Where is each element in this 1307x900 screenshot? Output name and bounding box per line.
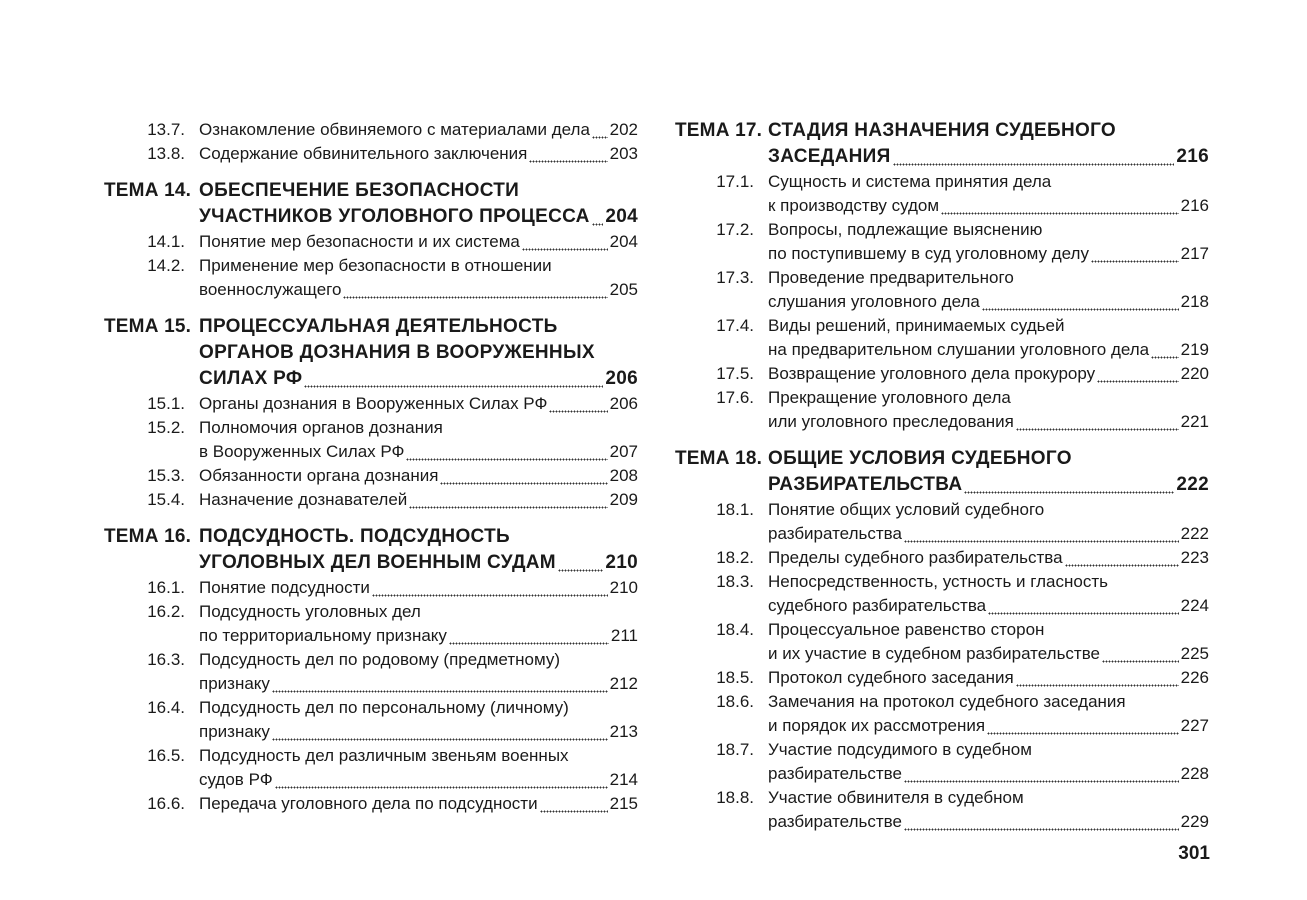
topic-title [768,118,1209,170]
entry-text-line: Подсудность дел по родовому (предметному) [199,650,560,669]
entry-text-line: признаку [199,674,270,693]
toc-entry [104,392,638,416]
dot-leader [275,768,608,792]
topic-title [768,446,1209,498]
entry-page-number: 221 [1180,412,1209,431]
entry-last-line [199,278,638,302]
topic-text-line: СИЛАХ РФ [199,368,303,389]
entry-text-line: Назначение дознавателей [199,490,408,509]
entry-number: 17.5. [716,364,754,383]
topic-text-line: ОБЕСПЕЧЕНИЕ БЕЗОПАСНОСТИ [199,180,520,201]
entry-page-number: 203 [609,144,638,163]
entry-title [768,386,1209,434]
entry-text-line: разбирательстве [768,764,902,783]
toc-topic [104,118,638,166]
entry-title [199,254,638,302]
entry-number: 18.7. [716,740,754,759]
entry-title [768,498,1209,546]
dot-leader [449,624,609,648]
dot-leader [941,194,1179,218]
topic-text-line: СТАДИЯ НАЗНАЧЕНИЯ СУДЕБНОГО [768,120,1116,141]
entry-title [199,142,638,166]
toc-entry [104,142,638,166]
topic-number: ТЕМА 15. [104,316,192,337]
topic-last-line [768,472,1209,498]
toc-entry [104,648,638,696]
entry-number: 17.3. [716,268,754,287]
entry-title [768,666,1209,690]
entry-last-line [768,810,1209,834]
dot-leader [982,290,1179,314]
entry-text-line: на предварительном слушании уголовного дела [768,340,1150,359]
entry-text-line: Органы дознания в Вооруженных Силах РФ [199,394,548,413]
entry-last-line [768,362,1209,386]
entry-last-line [768,338,1209,362]
entry-page-number: 223 [1180,548,1209,567]
entry-page-number: 213 [609,722,638,741]
entry-text-line: Замечания на протокол судебного заседания [768,692,1126,711]
entry-last-line [199,488,638,512]
entry-last-line [199,624,638,648]
entry-text-line: Понятие общих условий судебного [768,500,1045,519]
entry-text-line: Полномочия органов дознания [199,418,443,437]
toc-topic [675,118,1209,434]
entry-number: 17.2. [716,220,754,239]
entry-text-line: и их участие в судебном разбирательстве [768,644,1101,663]
topic-title [199,524,638,576]
entry-number: 17.1. [716,172,754,191]
entry-page-number: 208 [609,466,638,485]
entry-last-line [768,594,1209,618]
entry-last-line [199,720,638,744]
dot-leader [529,142,607,166]
entry-text-line: судебного разбирательства [768,596,987,615]
entry-text-line: в Вооруженных Силах РФ [199,442,405,461]
dot-leader [372,576,608,600]
page-number: 301 [1178,843,1210,864]
entry-last-line [768,242,1209,266]
entry-last-line [768,546,1209,570]
dot-leader [893,144,1175,170]
toc-entry [104,696,638,744]
entry-last-line [199,768,638,792]
entry-last-line [768,762,1209,786]
entry-text-line: слушания уголовного дела [768,292,980,311]
entry-text-line: Применение мер безопасности в отношении [199,256,552,275]
entry-number: 13.8. [147,144,185,163]
entry-number: 16.5. [147,746,185,765]
entry-text-line: Возвращение уголовного дела прокурору [768,364,1096,383]
entry-title [768,570,1209,618]
dot-leader [1151,338,1178,362]
topic-heading [104,314,638,392]
dot-leader [1016,666,1179,690]
entry-last-line [199,792,638,816]
entry-text-line: Сущность и система принятия дела [768,172,1052,191]
entry-text-line: по поступившему в суд уголовному делу [768,244,1089,263]
entry-title [199,600,638,648]
dot-leader [904,522,1179,546]
entry-text-line: Непосредственность, устность и гласность [768,572,1108,591]
topic-page-number: 222 [1176,474,1209,495]
topic-last-line [199,366,638,392]
topic-heading [675,446,1209,498]
topic-text-line: ПРОЦЕССУАЛЬНАЯ ДЕЯТЕЛЬНОСТЬ [199,316,558,337]
topic-last-line [199,204,638,230]
toc-entry [104,600,638,648]
entry-title [199,392,638,416]
entry-number: 18.8. [716,788,754,807]
entry-last-line [199,230,638,254]
topic-title [199,314,638,392]
entry-text-line: разбирательства [768,524,902,543]
toc-entry [675,314,1209,362]
entry-title [768,738,1209,786]
entry-number: 14.2. [147,256,185,275]
dot-leader [409,488,607,512]
entry-text-line: Вопросы, подлежащие выяснению [768,220,1043,239]
topic-number: ТЕМА 18. [675,448,763,469]
entry-number: 15.1. [147,394,185,413]
dot-leader [558,550,603,576]
entry-number: 18.1. [716,500,754,519]
entry-last-line [199,440,638,464]
entry-last-line [768,290,1209,314]
entry-text-line: Виды решений, принимаемых судьей [768,316,1065,335]
dot-leader [522,230,608,254]
toc-topic [675,446,1209,834]
entry-title [768,546,1209,570]
entry-page-number: 226 [1180,668,1209,687]
entry-last-line [199,576,638,600]
entry-text-line: Содержание обвинительного заключения [199,144,528,163]
entry-text-line: Прекращение уголовного дела [768,388,1011,407]
entry-title [199,416,638,464]
entry-last-line [199,672,638,696]
topic-last-line [199,550,638,576]
toc-topic [104,314,638,512]
dot-leader [1091,242,1179,266]
entry-last-line [199,118,638,142]
entry-text-line: Обязанности органа дознания [199,466,439,485]
topic-text-line: УГОЛОВНЫХ ДЕЛ ВОЕННЫМ СУДАМ [199,552,556,573]
entry-text-line: Понятие мер безопасности и их система [199,232,520,251]
entry-page-number: 209 [609,490,638,509]
entry-page-number: 228 [1180,764,1209,783]
entry-text-line: Подсудность уголовных дел [199,602,421,621]
dot-leader [1097,362,1178,386]
dot-leader [540,792,608,816]
dot-leader [988,594,1178,618]
dot-leader [592,204,604,230]
toc-entry [104,254,638,302]
entry-title [199,576,638,600]
entry-page-number: 205 [609,280,638,299]
toc-entry [675,218,1209,266]
entry-page-number: 214 [609,770,638,789]
entry-number: 16.4. [147,698,185,717]
entry-number: 14.1. [147,232,185,251]
toc-entry [104,118,638,142]
entry-number: 17.6. [716,388,754,407]
entry-number: 17.4. [716,316,754,335]
entry-page-number: 216 [1180,196,1209,215]
toc-entry [675,618,1209,666]
entry-title [199,792,638,816]
entry-text-line: судов РФ [199,770,273,789]
entry-last-line [199,142,638,166]
toc-entry [675,546,1209,570]
topic-number: ТЕМА 16. [104,526,192,547]
entry-number: 15.2. [147,418,185,437]
entry-number: 16.6. [147,794,185,813]
entry-title [199,744,638,792]
entry-page-number: 210 [609,578,638,597]
dot-leader [343,278,607,302]
entry-number: 16.2. [147,602,185,621]
topic-text-line: ЗАСЕДАНИЯ [768,146,891,167]
entry-number: 18.4. [716,620,754,639]
toc-entry [675,170,1209,218]
toc-entry [104,576,638,600]
dot-leader [987,714,1179,738]
entry-title [768,314,1209,362]
dot-leader [904,762,1179,786]
entry-title [768,266,1209,314]
toc-entry [675,786,1209,834]
entry-text-line: Процессуальное равенство сторон [768,620,1045,639]
entry-title [199,648,638,696]
entry-title [768,618,1209,666]
topic-number: ТЕМА 14. [104,180,192,201]
toc-entry [675,570,1209,618]
toc-entry [104,416,638,464]
topic-page-number: 206 [605,368,638,389]
entry-text-line: Подсудность дел различным звеньям военных [199,746,569,765]
entry-page-number: 227 [1180,716,1209,735]
entry-last-line [768,666,1209,690]
entry-last-line [768,642,1209,666]
entry-number: 16.3. [147,650,185,669]
topic-title [199,178,638,230]
toc-entry [104,792,638,816]
toc-entry [675,738,1209,786]
entry-last-line [768,714,1209,738]
entry-text-line: Проведение предварительного [768,268,1014,287]
entry-page-number: 220 [1180,364,1209,383]
dot-leader [1016,410,1179,434]
dot-leader [1102,642,1179,666]
topic-heading [675,118,1209,170]
entry-title [768,690,1209,738]
entry-page-number: 204 [609,232,638,251]
entry-title [199,488,638,512]
toc-entry [675,362,1209,386]
entry-text-line: Участие обвинителя в судебном [768,788,1024,807]
topic-number: ТЕМА 17. [675,120,763,141]
entry-text-line: разбирательстве [768,812,902,831]
entry-page-number: 217 [1180,244,1209,263]
dot-leader [304,366,603,392]
entry-number: 18.6. [716,692,754,711]
entry-page-number: 207 [609,442,638,461]
entry-page-number: 212 [609,674,638,693]
dot-leader [549,392,607,416]
dot-leader [272,720,608,744]
entry-text-line: Передача уголовного дела по подсудности [199,794,538,813]
toc-left-column [104,118,638,816]
toc-topic [104,524,638,816]
entry-last-line [199,464,638,488]
entry-text-line: Ознакомление обвиняемого с материалами дела [199,120,590,139]
entry-last-line [768,522,1209,546]
entry-page-number: 229 [1180,812,1209,831]
entry-page-number: 218 [1180,292,1209,311]
entry-last-line [768,410,1209,434]
entry-page-number: 215 [609,794,638,813]
dot-leader [272,672,608,696]
topic-text-line: ПОДСУДНОСТЬ. ПОДСУДНОСТЬ [199,526,510,547]
toc-right-column [675,118,1209,834]
dot-leader [904,810,1179,834]
dot-leader [406,440,607,464]
toc-entry [104,464,638,488]
entry-text-line: и порядок их рассмотрения [768,716,986,735]
toc-entry [675,386,1209,434]
entry-page-number: 225 [1180,644,1209,663]
entry-title [199,696,638,744]
topic-last-line [768,144,1209,170]
entry-title [768,218,1209,266]
topic-heading [104,524,638,576]
entry-text-line: признаку [199,722,270,741]
entry-page-number: 206 [609,394,638,413]
toc-entry [104,488,638,512]
entry-text-line: по территориальному признаку [199,626,447,645]
entry-page-number: 211 [610,626,638,645]
entry-page-number: 219 [1180,340,1209,359]
topic-text-line: УЧАСТНИКОВ УГОЛОВНОГО ПРОЦЕССА [199,206,590,227]
topic-page-number: 216 [1176,146,1209,167]
entry-page-number: 224 [1180,596,1209,615]
entry-title [768,786,1209,834]
entry-text-line: Протокол судебного заседания [768,668,1014,687]
entry-title [199,118,638,142]
entry-title [768,362,1209,386]
toc-entry [104,230,638,254]
toc-topic [104,178,638,302]
entry-text-line: Понятие подсудности [199,578,370,597]
entry-page-number: 222 [1180,524,1209,543]
entry-title [199,230,638,254]
topic-heading [104,178,638,230]
entry-title [199,464,638,488]
topic-page-number: 204 [605,206,638,227]
dot-leader [1065,546,1179,570]
dot-leader [592,118,608,142]
entry-text-line: Участие подсудимого в судебном [768,740,1032,759]
entry-number: 18.5. [716,668,754,687]
entry-number: 18.3. [716,572,754,591]
toc-entry [675,690,1209,738]
entry-text-line: к производству судом [768,196,940,215]
entry-page-number: 202 [609,120,638,139]
entry-text-line: или уголовного преследования [768,412,1014,431]
entry-number: 13.7. [147,120,185,139]
toc-entry [675,266,1209,314]
topic-text-line: РАЗБИРАТЕЛЬСТВА [768,474,963,495]
entry-text-line: Пределы судебного разбирательства [768,548,1063,567]
entry-last-line [199,392,638,416]
entry-number: 16.1. [147,578,185,597]
entry-title [768,170,1209,218]
topic-text-line: ОРГАНОВ ДОЗНАНИЯ В ВООРУЖЕННЫХ [199,342,595,363]
entry-number: 15.3. [147,466,185,485]
entry-last-line [768,194,1209,218]
toc-entry [675,666,1209,690]
entry-text-line: военнослужащего [199,280,342,299]
dot-leader [440,464,607,488]
entry-number: 15.4. [147,490,185,509]
toc-entry [104,744,638,792]
entry-number: 18.2. [716,548,754,567]
topic-page-number: 210 [605,552,638,573]
dot-leader [964,472,1174,498]
topic-text-line: ОБЩИЕ УСЛОВИЯ СУДЕБНОГО [768,448,1072,469]
entry-text-line: Подсудность дел по персональному (личному) [199,698,569,717]
toc-entry [675,498,1209,546]
